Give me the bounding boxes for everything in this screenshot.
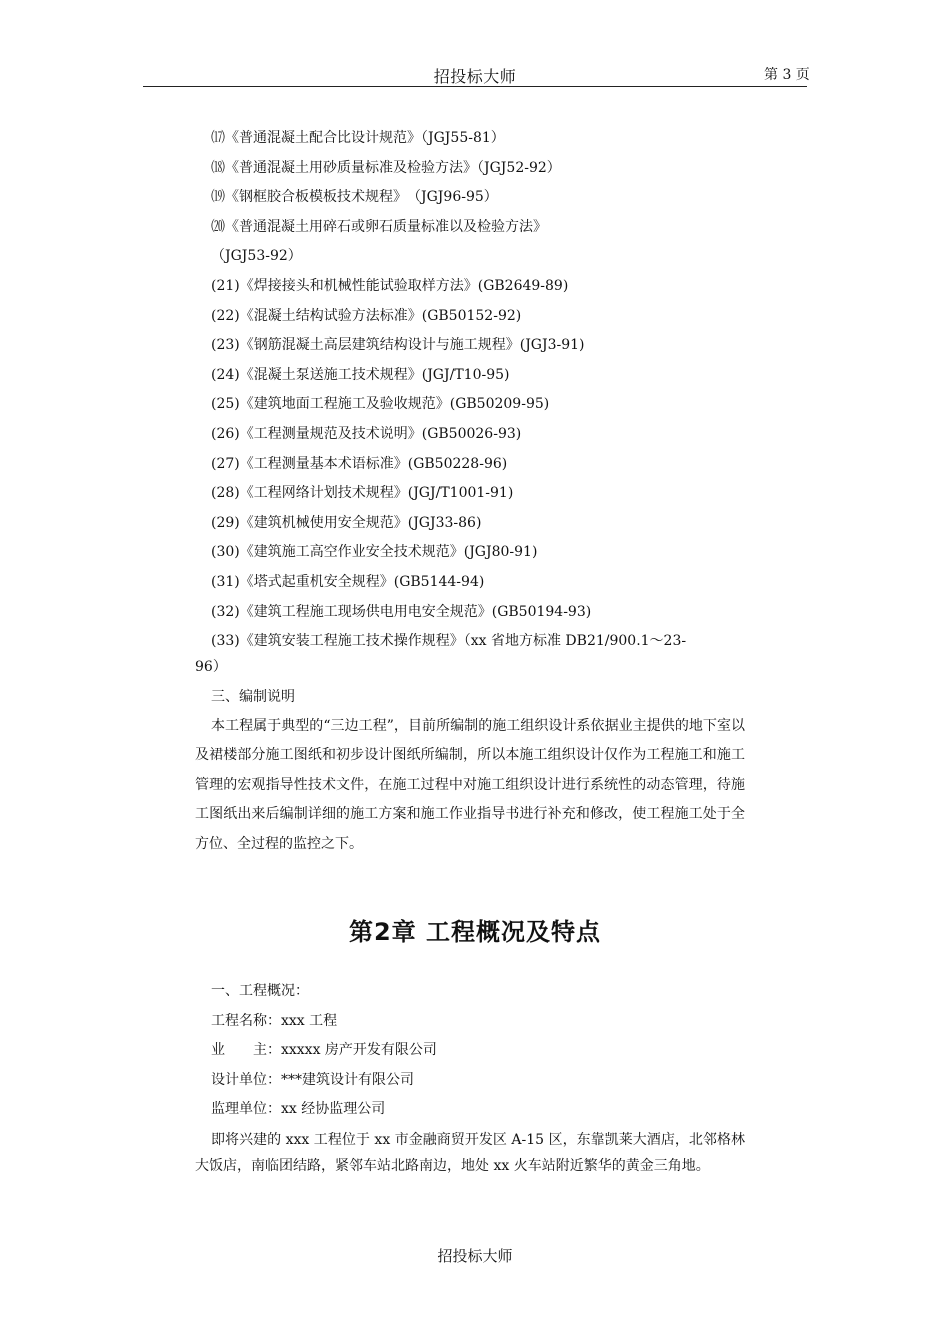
page-number: 第 3 页 xyxy=(764,67,810,83)
reference-item: ⒆《钢框胶合板模板技术规程》 （JGJ96-95） xyxy=(211,189,498,206)
reference-item: (31)《塔式起重机安全规程》(GB5144-94) xyxy=(211,573,485,590)
project-owner: 业 主：xxxxx 房产开发有限公司 xyxy=(211,1042,437,1059)
section-heading: 三、编制说明 xyxy=(211,688,295,705)
reference-item: (26)《工程测量规范及技术说明》(GB50026-93) xyxy=(211,425,522,442)
reference-item: (21)《焊接接头和机械性能试验取样方法》(GB2649-89) xyxy=(211,277,569,294)
reference-item: (23)《钢筋混凝土高层建筑结构设计与施工规程》(JGJ3-91) xyxy=(211,337,585,354)
document-body xyxy=(195,124,745,859)
overview-heading: 一、工程概况： xyxy=(211,983,309,999)
reference-item-33-continuation: 96） xyxy=(195,658,227,675)
reference-item: ⒅《普通混凝土用砂质量标准及检验方法》（JGJ52-92） xyxy=(211,159,561,176)
footer-title: 招投标大师 xyxy=(437,1247,513,1265)
header-title: 招投标大师 xyxy=(433,67,517,86)
reference-item: (24)《混凝土泵送施工技术规程》(JGJ/T10-95) xyxy=(211,366,510,383)
section-paragraph: 本工程属于典型的“三边工程”，目前所编制的施工组织设计系依据业主提供的地下室以及裙楼部分施工图纸和初步设计图纸所编制，所以本施工组织设计仅作为工程施工和施工管理的宏观指导性技术文件，在施工过程中对施工组织设计进行系统性的动态管理，待施工图纸出来后编制详细的施工方案和施工作业指导书进行补充和修改，使工程施工处于全方位、全过程的监控之下。 xyxy=(195,717,745,852)
design-unit: 设计单位：***建筑设计有限公司 xyxy=(211,1071,414,1088)
reference-item: (25)《建筑地面工程施工及验收规范》(GB50209-95) xyxy=(211,396,550,413)
reference-item: ⒄《普通混凝土配合比设计规范》（JGJ55-81） xyxy=(211,130,505,146)
header-divider xyxy=(143,86,807,87)
reference-item: (32)《建筑工程施工现场供电用电安全规范》(GB50194-93) xyxy=(211,603,592,620)
reference-item-33: (33)《建筑安装工程施工技术操作规程》（xx 省地方标准 DB21/900.1～23- xyxy=(211,633,687,650)
reference-item: (27)《工程测量基本术语标准》(GB50228-96) xyxy=(211,455,508,472)
project-name: 工程名称：xxx 工程 xyxy=(211,1012,338,1029)
chapter-title: 第2章 工程概况及特点 xyxy=(348,918,602,946)
reference-item: (30)《建筑施工高空作业安全技术规范》(JGJ80-91) xyxy=(211,544,538,561)
reference-item: (22)《混凝土结构试验方法标准》(GB50152-92) xyxy=(211,307,522,324)
supervision-unit: 监理单位：xx 经协监理公司 xyxy=(211,1101,386,1118)
reference-item: (29)《建筑机械使用安全规范》(JGJ33-86) xyxy=(211,514,482,531)
reference-item: (28)《工程网络计划技术规程》(JGJ/T1001-91) xyxy=(211,485,514,502)
reference-item-continuation: （JGJ53-92） xyxy=(211,248,302,265)
location-paragraph: 即将兴建的 xxx 工程位于 xx 市金融商贸开发区 A-15 区，东靠凯莱大酒店，北邻格林大饭店，南临团结路，紧邻车站北路南边，地处 xx 火车站附近繁华的黄金三角地。 xyxy=(195,1131,745,1174)
reference-item: ⒇《普通混凝土用碎石或卵石质量标准以及检验方法》 xyxy=(211,218,547,235)
project-overview xyxy=(195,977,745,1179)
